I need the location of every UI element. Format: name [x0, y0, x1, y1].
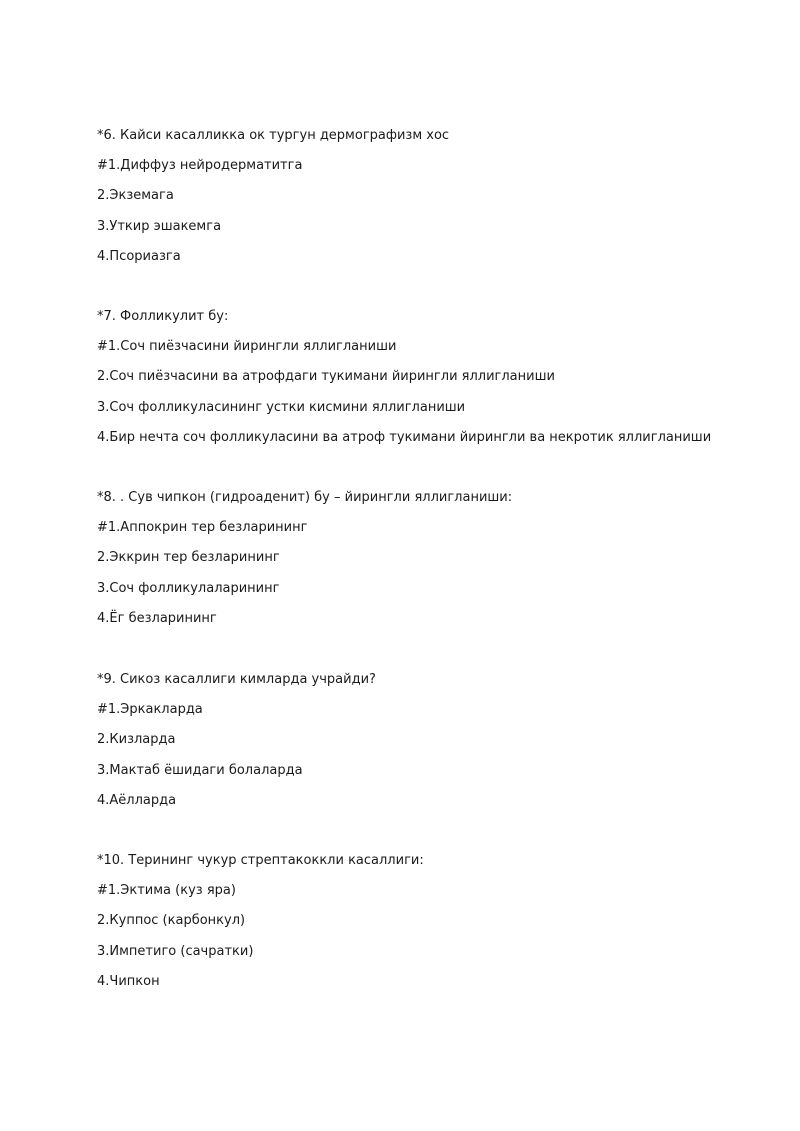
answer-option: 3.Соч фолликулаларининг: [97, 580, 280, 596]
answer-option: 2.Кизларда: [97, 732, 176, 748]
answer-option: 2.Экземага: [97, 188, 174, 204]
answer-option: #1.Соч пиёзчасини йирингли яллигланиши: [97, 339, 397, 355]
question-text: *10. Терининг чукур стрептакоккли касаллиги:: [97, 853, 424, 868]
answer-option: #1.Эркакларда: [97, 702, 203, 718]
answer-option: #1.Аппокрин тер безларининг: [97, 520, 308, 536]
answer-option: 3.Уткир эшакемга: [97, 218, 222, 234]
answer-option: 4.Аёлларда: [97, 792, 177, 808]
answer-option: 3.Соч фолликуласининг устки кисмини яллигланиши: [97, 399, 466, 415]
question-text: *8. . Сув чипкон (гидроаденит) бу – йирингли яллигланиши:: [97, 490, 513, 505]
question-block-8: [97, 490, 777, 641]
answer-option: 4.Псориазга: [97, 248, 181, 264]
answer-option: 3.Мактаб ёшидаги болаларда: [97, 762, 303, 778]
question-block-7: [97, 309, 777, 460]
question-block-10: [97, 853, 777, 1004]
question-text: *7. Фолликулит бу:: [97, 309, 229, 324]
answer-option: #1.Эктима (куз яра): [97, 883, 236, 899]
question-text: *9. Сикоз касаллиги кимларда учрайди?: [97, 672, 376, 687]
question-block-9: [97, 672, 777, 823]
answer-option: 4.Чипкон: [97, 973, 160, 989]
answer-option: #1.Диффуз нейродерматитга: [97, 158, 303, 174]
answer-option: 2.Куппос (карбонкул): [97, 913, 246, 929]
answer-option: 3.Импетиго (сачратки): [97, 943, 254, 959]
answer-option: 4.Бир нечта соч фолликуласини ва атроф тукимани йирингли ва некротик яллигланиши: [97, 429, 712, 445]
question-text: *6. Кайси касалликка ок тургун дермографизм хос: [97, 128, 450, 143]
answer-option: 2.Соч пиёзчасини ва атрофдаги тукимани йирингли яллигланиши: [97, 369, 555, 385]
answer-option: 4.Ёг безларининг: [97, 610, 217, 626]
question-block-6: [97, 128, 777, 279]
answer-option: 2.Эккрин тер безларининг: [97, 550, 280, 566]
